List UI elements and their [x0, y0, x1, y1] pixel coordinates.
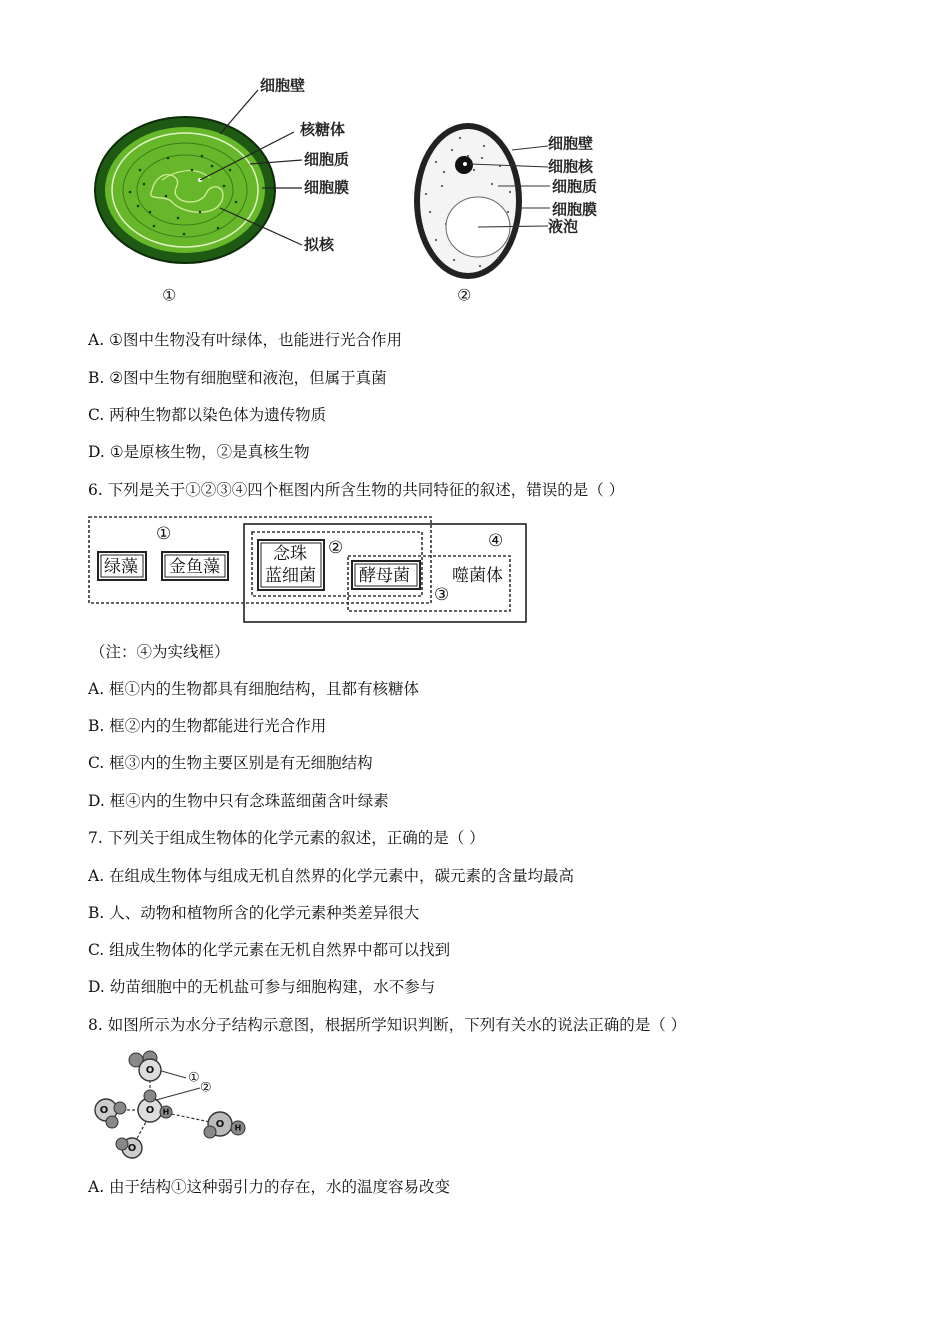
box4-mark: ④	[488, 531, 504, 551]
q7-option-d: D. 幼苗细胞中的无机盐可参与细胞构建，水不参与	[88, 978, 436, 996]
cell2-label-cytoplasm: 细胞质	[552, 177, 598, 196]
cell2-label-vacuole: 液泡	[548, 217, 579, 236]
q6-option-b: B. 框②内的生物都能进行光合作用	[88, 717, 327, 735]
atom-o-bottom: O	[127, 1143, 137, 1154]
cell2-label-membrane: 细胞膜	[552, 200, 598, 219]
organism-hornwort: 金鱼藻	[169, 557, 220, 577]
atom-o-top: O	[145, 1065, 155, 1076]
box3-mark: ③	[434, 585, 450, 605]
cell1-prokaryote-diagram	[95, 77, 349, 305]
organism-nostoc-line1: 念珠	[273, 544, 307, 564]
q8-option-a: A. 由于结构①这种弱引力的存在，水的温度容易改变	[88, 1178, 451, 1196]
cell2-label-nucleus: 细胞核	[548, 157, 594, 176]
q5-option-b: B. ②图中生物有细胞壁和液泡，但属于真菌	[88, 369, 387, 387]
q6-option-a: A. 框①内的生物都具有细胞结构，且都有核糖体	[88, 680, 420, 698]
atom-o-center: O	[145, 1105, 155, 1116]
cell1-label-ribosome: 核糖体	[300, 120, 346, 139]
cell1-label-membrane: 细胞膜	[304, 178, 350, 197]
q5-option-d: D. ①是原核生物，②是真核生物	[88, 443, 310, 461]
organism-phage: 噬菌体	[452, 566, 503, 586]
q6-note: （注：④为实线框）	[90, 643, 230, 661]
atom-o-left: O	[99, 1105, 109, 1116]
organism-yeast: 酵母菌	[359, 566, 410, 586]
q6-stem: 6. 下列是关于①②③④四个框图内所含生物的共同特征的叙述，错误的是（ ）	[88, 481, 625, 499]
water-mark-2: ②	[200, 1080, 212, 1096]
q7-option-b: B. 人、动物和植物所含的化学元素种类差异很大	[88, 904, 420, 922]
cell1-label-wall: 细胞壁	[260, 76, 306, 95]
q7-option-a: A. 在组成生物体与组成无机自然界的化学元素中，碳元素的含量均最高	[88, 867, 575, 885]
cell1-label-cytoplasm: 细胞质	[304, 150, 350, 169]
box1-mark: ①	[156, 524, 172, 544]
q6-box-diagram	[86, 514, 532, 626]
atom-h-center: H	[162, 1107, 170, 1117]
cell-figure	[80, 62, 640, 312]
atom-o-right: O	[215, 1119, 225, 1130]
q7-stem: 7. 下列关于组成生物体的化学元素的叙述，正确的是（ ）	[88, 829, 485, 847]
q7-option-c: C. 组成生物体的化学元素在无机自然界中都可以找到	[88, 941, 451, 959]
q5-option-c: C. 两种生物都以染色体为遗传物质	[88, 406, 327, 424]
organism-green-alga: 绿藻	[104, 557, 138, 577]
organism-nostoc-line2: 蓝细菌	[265, 566, 316, 586]
q6-option-c: C. 框③内的生物主要区别是有无细胞结构	[88, 754, 373, 772]
cell1-label-nucleoid: 拟核	[304, 235, 335, 254]
q5-option-a: A. ①图中生物没有叶绿体，也能进行光合作用	[88, 331, 402, 349]
cell2-number: ②	[457, 285, 472, 305]
water-molecule-diagram	[92, 1048, 262, 1160]
q6-option-d: D. 框④内的生物中只有念珠蓝细菌含叶绿素	[88, 792, 389, 810]
box2-mark: ②	[328, 538, 344, 558]
atom-h-right: H	[234, 1123, 242, 1133]
cell2-label-wall: 细胞壁	[548, 134, 594, 153]
q8-stem: 8. 如图所示为水分子结构示意图，根据所学知识判断，下列有关水的说法正确的是（ ）	[88, 1016, 687, 1034]
cell2-yeast-diagram	[414, 123, 597, 305]
water-mark-1: ①	[188, 1070, 200, 1086]
cell1-number: ①	[162, 285, 177, 305]
